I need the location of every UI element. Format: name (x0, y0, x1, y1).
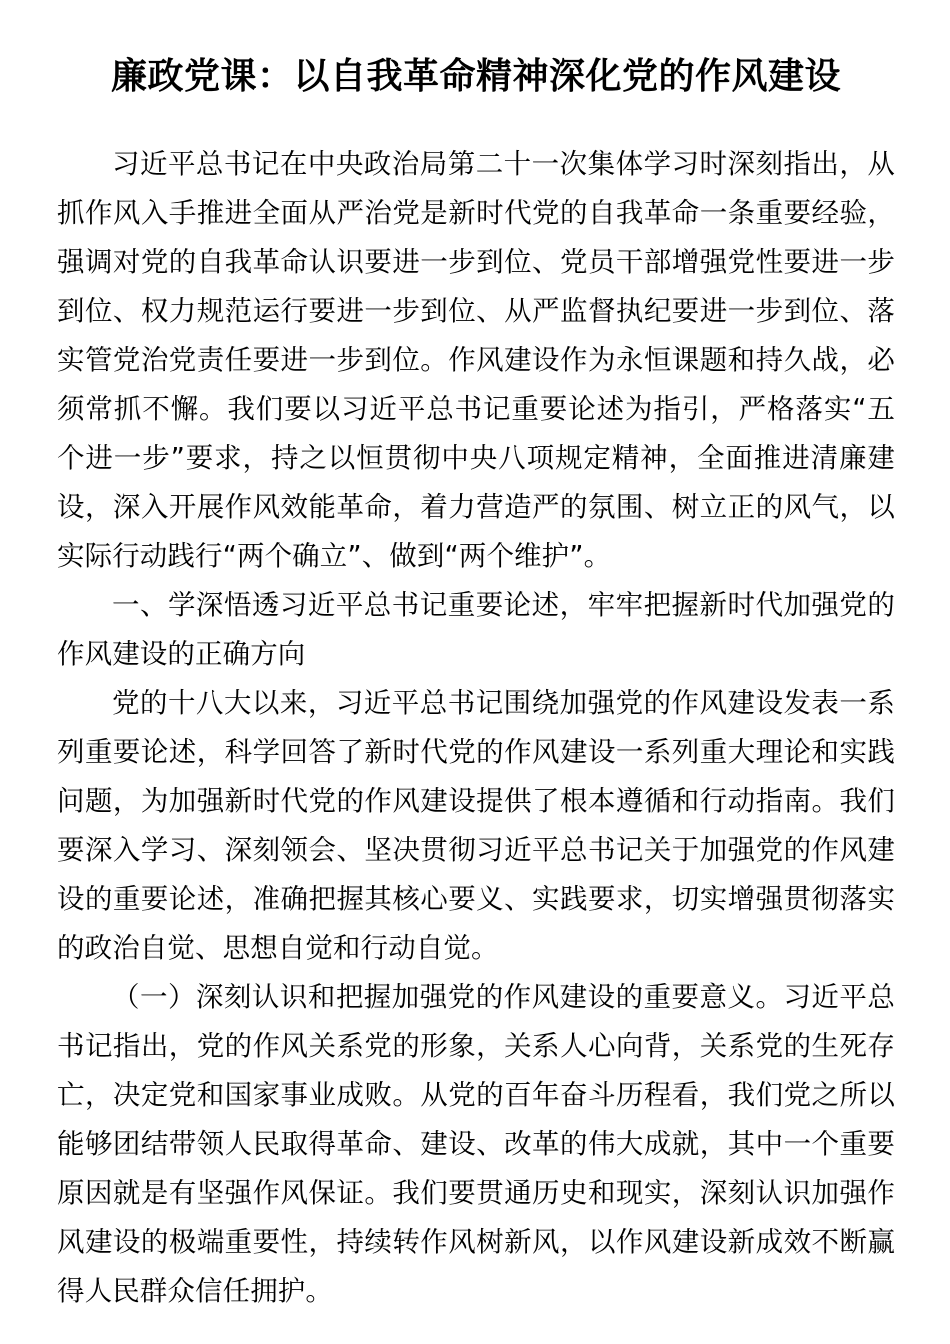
heading-section-one: 一、学深悟透习近平总书记重要论述，牢牢把握新时代加强党的作风建设的正确方向 (57, 589, 895, 670)
paragraph-section-one-intro: 党的十八大以来，习近平总书记围绕加强党的作风建设发表一系列重要论述，科学回答了新时代党的作风建设一系列重大理论和实践问题，为加强新时代党的作风建设提供了根本遵循和行动指南。我们要深入学习、深刻领会、坚决贯彻习近平总书记关于加强党的作风建设的重要论述，准确把握其核心要义、实践要求，切实增强贯彻落实的政治自觉、思想自觉和行动自觉。 (57, 687, 895, 964)
page-title: 廉政党课：以自我革命精神深化党的作风建设 (110, 56, 841, 97)
paragraph-opening: 习近平总书记在中央政治局第二十一次集体学习时深刻指出，从抓作风入手推进全面从严治党是新时代党的自我革命一条重要经验，强调对党的自我革命认识要进一步到位、党员干部增强党性要进一步到位、权力规范运行要进一步到位、从严监督执纪要进一步到位、落实管党治党责任要进一步到位。作风建设作为永恒课题和持久战，必须常抓不懈。我们要以习近平总书记重要论述为指引，严格落实“五个进一步”要求，持之以恒贯彻中央八项规定精神，全面推进清廉建设，深入开展作风效能革命，着力营造严的氛围、树立正的风气，以实际行动践行“两个确立”、做到“两个维护”。 (57, 148, 895, 572)
paragraph-subsection-one-a: （一）深刻认识和把握加强党的作风建设的重要意义。习近平总书记指出，党的作风关系党的形象，关系人心向背，关系党的生死存亡，决定党和国家事业成败。从党的百年奋斗历程看，我们党之所以能够团结带领人民取得革命、建设、改革的伟大成就，其中一个重要原因就是有坚强作风保证。我们要贯通历史和现实，深刻认识加强作风建设的极端重要性，持续转作风树新风，以作风建设新成效不断赢得人民群众信任拥护。 (57, 981, 895, 1307)
document-body (57, 140, 895, 1316)
